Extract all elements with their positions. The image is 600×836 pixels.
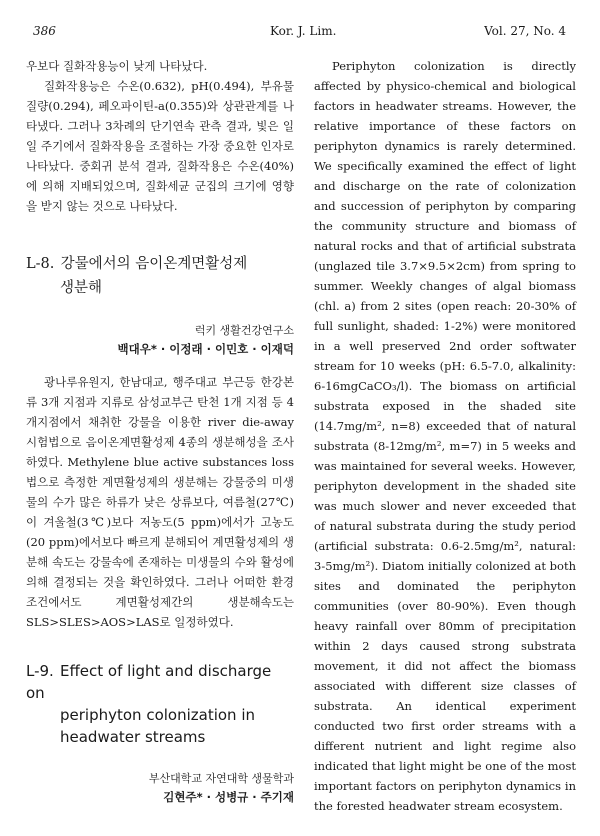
page-header <box>0 24 600 44</box>
l9-title <box>26 660 294 748</box>
right-column <box>314 56 576 816</box>
l8-title-line1: 강물에서의 음이온계면활성제 <box>60 256 248 272</box>
l9-number: L-9. <box>26 662 54 680</box>
left-column <box>26 56 294 806</box>
l8-title-line2: 생분해 <box>60 280 103 296</box>
l8-authors: 백대우* · 이정래 · 이민호 · 이재덕 <box>117 342 294 356</box>
journal-name: Kor. J. Lim. <box>270 24 337 38</box>
l9-abstract: Periphyton colonization is directly affected by physico-chemical and biological factors in headwater streams. However, the relative importance of these factors on periphyton dynamics is rarely determined. We specifically examined the effect of light and discharge on the rate of colonization and succession of periphyton by comparing the community structure and biomass of natural rocks and that of artificial substrata (unglazed tile 3.7×9.5×2cm) from spring to summer. Weekly changes of algal biomass (chl. a) from 2 sites (open reach: 20-30% of full sunlight, shaded: 1-2%) were monitored in a well preserved 2nd order softwater stream for 10 weeks (pH: 6.5-7.0, alkalinity: 6-16mgCaCO₃/l). The biomass on artificial substrata exposed in the shaded site (14.7mg/m², n=8) exceeded that of natural substrata (8-12mg/m², m=7) in 5 weeks and was maintained for several weeks. However, periphyton development in the shaded site was much slower and never exceeded that of natural substrata during the study period (artificial substrata: 0.6-2.5mg/m², natural: 3-5mg/m²). Diatom initially colonized at both sites and dominated the periphyton communities (over 80-90%). Even though heavy rainfall over 80mm of precipitation within 2 days caused strong substrata movement, it did not affect the biomass associated with different size classes of substrata. An identical experiment conducted two first order streams with a different nutrient and light regime also indicated that light might be one of the most important factors on periphyton dynamics in the forested headwater stream ecosystem. <box>314 59 576 813</box>
l8-body: 광나루유원지, 한남대교, 행주대교 부근등 한강본류 3개 지점과 지류로 삼성교부근 탄천 1개 지점 등 4개지점에서 채취한 강물을 이용한 river die-away 시험법으로 음이온계면활성제 4종의 생분해성을 조사하였다. Methylene blue active substances loss법으로 측정한 계면활성제의 생분해는 강물중의 미생물의 수가 많은 하류가 낮은 상류보다, 여름철(27℃)이 겨울철(3℃)보다 저농도(5 ppm)에서가 고농도(20 ppm)에서보다 빠르게 분해되어 계면활성제의 생분해 속도는 강물속에 존재하는 미생물의 수와 활성에 의해 결정되는 것을 확인하였다. 그러나 어떠한 환경조건에서도 계면활성제간의 생분해속도는 SLS>SLES>AOS>LAS로 일정하였다. <box>26 375 294 629</box>
l9-authors: 김현주* · 성병규 · 주기재 <box>163 790 294 804</box>
prev-continuation: 우보다 질화작용능이 낮게 나타났다. <box>26 59 208 73</box>
l9-affiliation: 부산대학교 자연대학 생물학과 <box>148 772 294 785</box>
l9-title-line1: Effect of light and discharge on <box>26 662 272 702</box>
volume-info: Vol. 27, No. 4 <box>484 24 566 38</box>
prev-paragraph: 질화작용능은 수온(0.632), pH(0.494), 부유물질량(0.294), 페오파이틴-a(0.355)와 상관관계를 나타냈다. 그러나 3차례의 단기연속 관측 결과, 빛은 일일 주기에서 질화작용을 조절하는 가장 중요한 인자로 나타났다. 중회귀 분석 결과, 질화작용은 수온(40%)에 의해 지배되었으며, 질화세균 군집의 크기에 영향을 받지 않는 것으로 나타났다. <box>26 79 294 213</box>
l8-title <box>26 252 294 300</box>
l9-title-line2: periphyton colonization in <box>60 706 256 724</box>
page-number: 386 <box>33 24 56 38</box>
l8-affiliation: 럭키 생활건강연구소 <box>194 324 294 337</box>
l8-number: L-8. <box>26 256 55 272</box>
l9-title-line3: headwater streams <box>60 728 206 746</box>
